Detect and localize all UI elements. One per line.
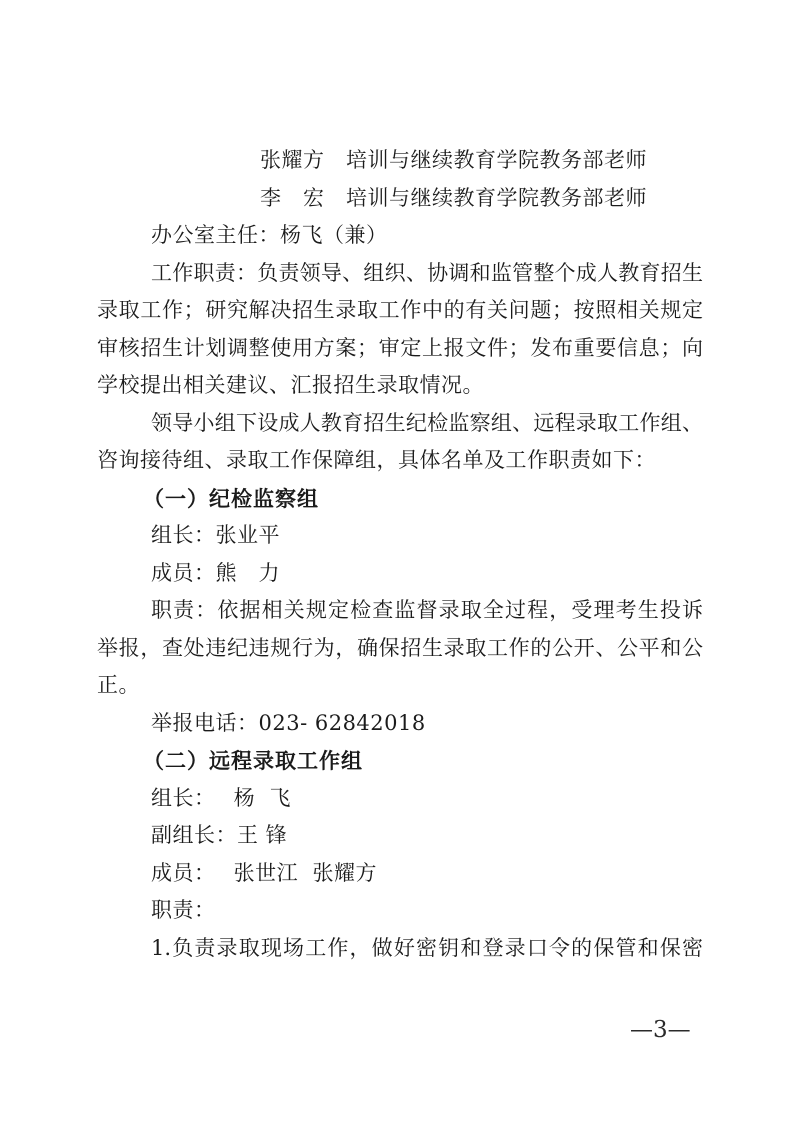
group-intro-line: 领导小组下设成人教育招生纪检监察组、远程录取工作组、 [151,410,703,435]
duty-paragraph-line: 正。 [97,673,140,697]
duty-label-line: 职责： [151,898,216,922]
group-leader-line: 组长：张业平 [151,523,280,547]
duty-paragraph-line: 工作职责：负责领导、组织、协调和监管整个成人教育招生 [151,260,703,285]
group-intro-line: 咨询接待组、录取工作保障组，具体名单及工作职责如下： [97,448,656,472]
section-heading-1: （一）纪检监察组 [143,485,319,511]
member-line: 李 宏 培训与继续教育学院教务部老师 [260,185,647,210]
office-director-line: 办公室主任：杨飞（兼） [151,223,388,247]
group-leader-line: 组长： 杨 飞 [151,785,292,810]
duty-paragraph-line: 录取工作；研究解决招生录取工作中的有关问题；按照相关规定 [97,298,703,322]
duty-paragraph-line: 审核招生计划调整使用方案；审定上报文件；发布重要信息；向 [97,335,703,360]
duty-paragraph-line: 职责：依据相关规定检查监督录取全过程，受理考生投诉 [151,598,703,622]
duty-item-line: 1.负责录取现场工作，做好密钥和登录口令的保管和保密 [151,935,703,960]
duty-paragraph-line: 学校提出相关建议、汇报招生录取情况。 [97,373,484,397]
section-heading-2: （二）远程录取工作组 [143,748,363,773]
page-number: —3— [630,1017,691,1043]
document-content [97,142,703,967]
duty-paragraph-line: 举报，查处违纪违规行为，确保招生录取工作的公开、公平和公 [97,635,703,660]
member-line: 张耀方 培训与继续教育学院教务部老师 [260,148,647,172]
report-phone-line: 举报电话：023- 62842018 [151,710,426,735]
group-member-line: 成员：熊 力 [151,560,280,585]
group-member-line: 成员： 张世江 张耀方 [151,860,378,885]
deputy-leader-line: 副组长：王 锋 [151,823,288,847]
